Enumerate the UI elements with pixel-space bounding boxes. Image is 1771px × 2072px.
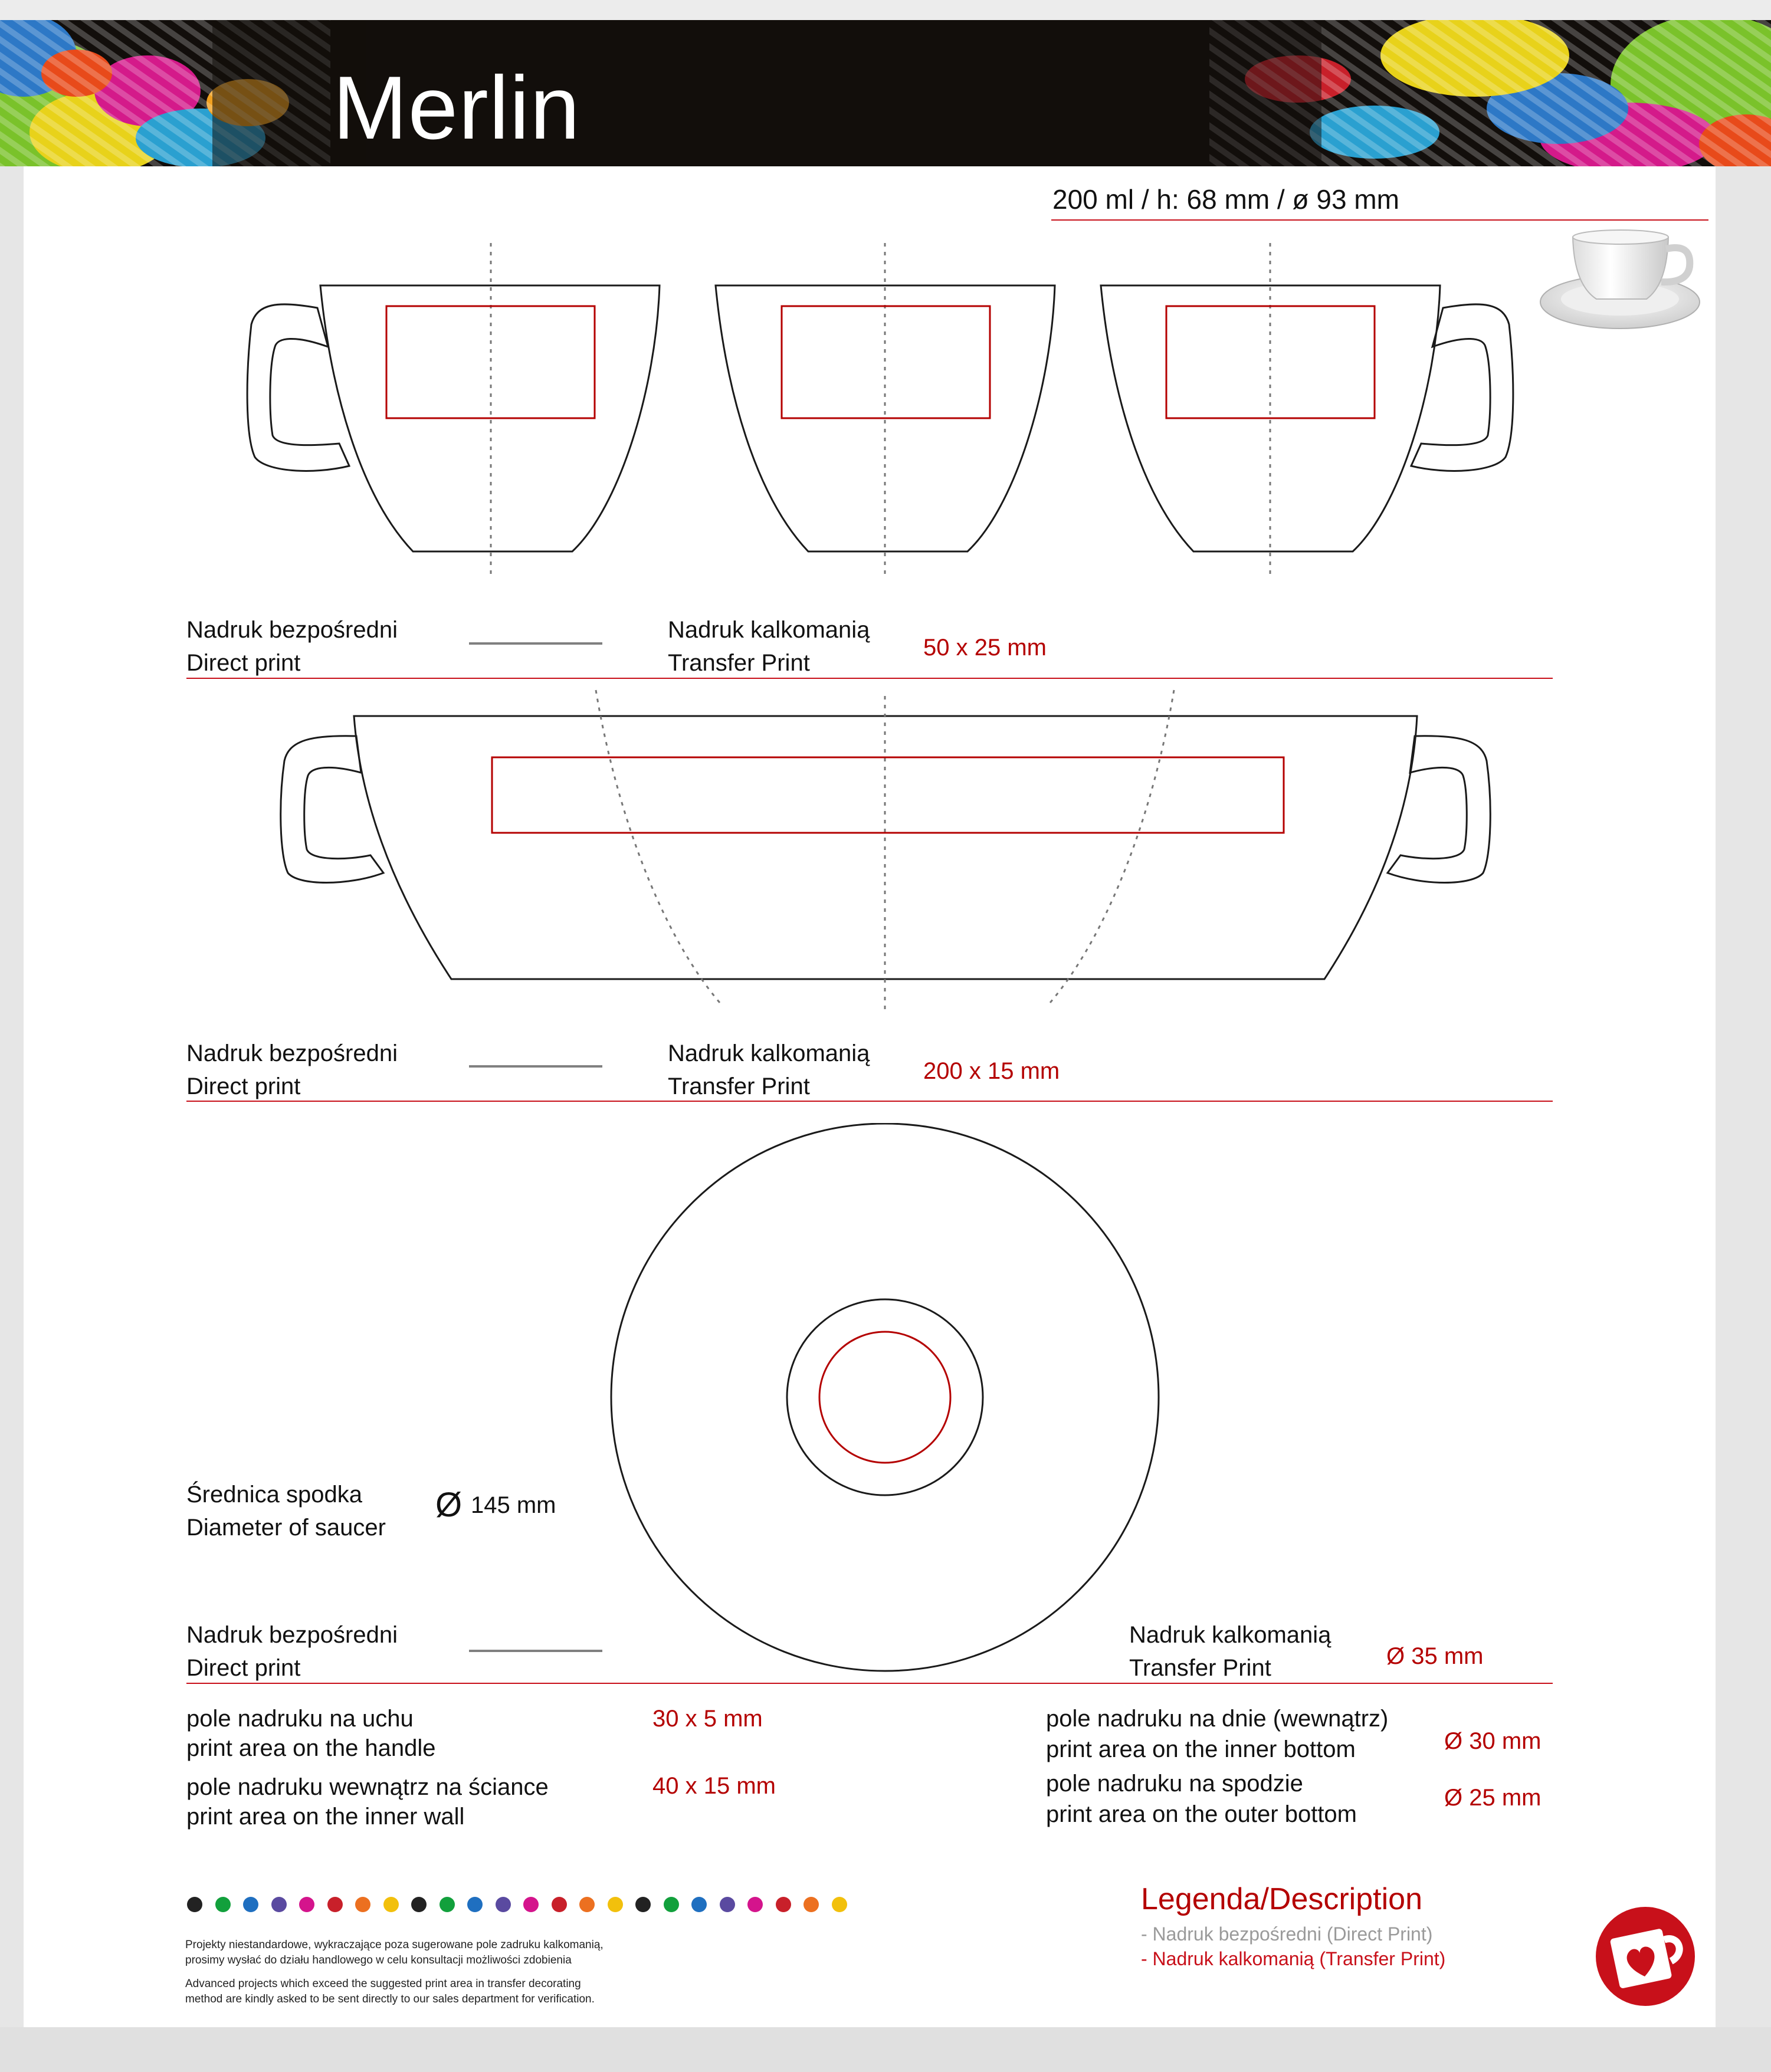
direct-print-label-pl: Nadruk bezpośredni [186,1040,398,1066]
print-area-handle-pl: pole nadruku na uchu [186,1706,414,1732]
saucer-diameter-value: 145 mm [471,1492,556,1518]
note-pl-line1: Projekty niestandardowe, wykraczające poza sugerowane pole zadruku kalkomanią, [185,1939,604,1951]
capacity-dimensions: 200 ml / h: 68 mm / ø 93 mm [1052,184,1399,215]
color-swatch-dot [552,1897,567,1912]
print-area-inner-bottom-pl: pole nadruku na dnie (wewnątrz) [1046,1706,1389,1732]
transfer-print-size: 200 x 15 mm [923,1058,1060,1084]
direct-print-label-pl: Nadruk bezpośredni [186,1622,398,1648]
section-divider [186,1683,1553,1684]
bottom-margin [0,2027,1771,2072]
note-en-line2: method are kindly asked to be sent directly to our sales department for verification. [185,1993,595,2005]
print-area-inner-wall-en: print area on the inner wall [186,1804,465,1830]
color-swatch-dot [832,1897,847,1912]
color-swatch-dot [776,1897,791,1912]
direct-print-swatch [469,1650,602,1652]
wrap-boundary-left [596,690,720,1003]
direct-print-label-en: Direct print [186,1073,301,1099]
color-swatch-dot [299,1897,314,1912]
transfer-print-label-pl: Nadruk kalkomanią [1129,1622,1331,1648]
transfer-print-label-pl: Nadruk kalkomanią [668,1040,870,1066]
cup-left-handle [247,304,349,471]
legend-direct-print: - Nadruk bezpośredni (Direct Print) [1141,1923,1433,1945]
direct-print-label-en: Direct print [186,1655,301,1681]
direct-print-label-en: Direct print [186,650,301,676]
direct-print-swatch [469,642,602,645]
color-swatch-dot [243,1897,258,1912]
color-swatch-dot [327,1897,343,1912]
color-swatch-dot [383,1897,399,1912]
saucer-well [787,1299,983,1495]
color-swatch-dot [523,1897,539,1912]
color-swatch-dot [579,1897,595,1912]
color-swatch-dot [355,1897,370,1912]
transfer-print-size: Ø 35 mm [1386,1643,1484,1669]
note-pl-line2: prosimy wysłać do działu handlowego w celu konsultacji możliwości zdobienia [185,1954,572,1966]
legend-transfer-print: - Nadruk kalkomanią (Transfer Print) [1141,1948,1446,1969]
section-divider [186,1101,1553,1102]
saucer-diameter-label-pl: Średnica spodka [186,1482,362,1508]
print-area-inner-bottom-value: Ø 30 mm [1444,1728,1542,1754]
transfer-print-label-pl: Nadruk kalkomanią [668,617,870,643]
print-area-outer-bottom-value: Ø 25 mm [1444,1785,1542,1811]
transfer-print-label-en: Transfer Print [668,650,810,676]
print-area-handle-value: 30 x 5 mm [652,1706,763,1732]
color-swatch-dot [691,1897,707,1912]
print-area-inner-wall-pl: pole nadruku wewnątrz na ściance [186,1774,549,1800]
wrap-handle-left [281,736,383,883]
color-swatch-dot [271,1897,287,1912]
transfer-print-area [492,757,1284,833]
print-area-handle-en: print area on the handle [186,1735,436,1761]
print-area-inner-bottom-en: print area on the inner bottom [1046,1736,1356,1762]
color-swatch-dot [747,1897,763,1912]
direct-print-swatch [469,1065,602,1068]
cup-wrap-diagram [0,678,1771,1044]
color-swatch-dot [803,1897,819,1912]
color-swatch-dot [720,1897,735,1912]
legend-title: Legenda/Description [1141,1882,1422,1916]
transfer-print-label-en: Transfer Print [1129,1655,1271,1681]
diameter-symbol: Ø [435,1486,463,1524]
wrap-boundary-right [1050,690,1174,1003]
product-title: Merlin [333,58,581,158]
transfer-print-area [819,1332,950,1463]
saucer-outline [611,1124,1159,1671]
color-swatch-dot [187,1897,202,1912]
color-swatch-dot [411,1897,427,1912]
color-swatch-dot [215,1897,231,1912]
color-swatch-dot [664,1897,679,1912]
color-swatch-dot [467,1897,483,1912]
color-swatch-dot [608,1897,623,1912]
note-en-line1: Advanced projects which exceed the suggested print area in transfer decorating [185,1978,581,1990]
transfer-print-size: 50 x 25 mm [923,635,1047,661]
print-area-outer-bottom-en: print area on the outer bottom [1046,1801,1357,1827]
color-swatch-dot [635,1897,651,1912]
cup-views-diagram [0,0,1771,590]
direct-print-label-pl: Nadruk bezpośredni [186,617,398,643]
color-swatch-dot [440,1897,455,1912]
print-area-outer-bottom-pl: pole nadruku na spodzie [1046,1771,1303,1797]
saucer-diameter-label-en: Diameter of saucer [186,1515,386,1541]
color-swatch-dot [496,1897,511,1912]
heart-mug-logo [1594,1905,1697,2008]
print-area-inner-wall-value: 40 x 15 mm [652,1773,776,1799]
transfer-print-label-en: Transfer Print [668,1073,810,1099]
saucer-diagram [608,1123,1162,1677]
